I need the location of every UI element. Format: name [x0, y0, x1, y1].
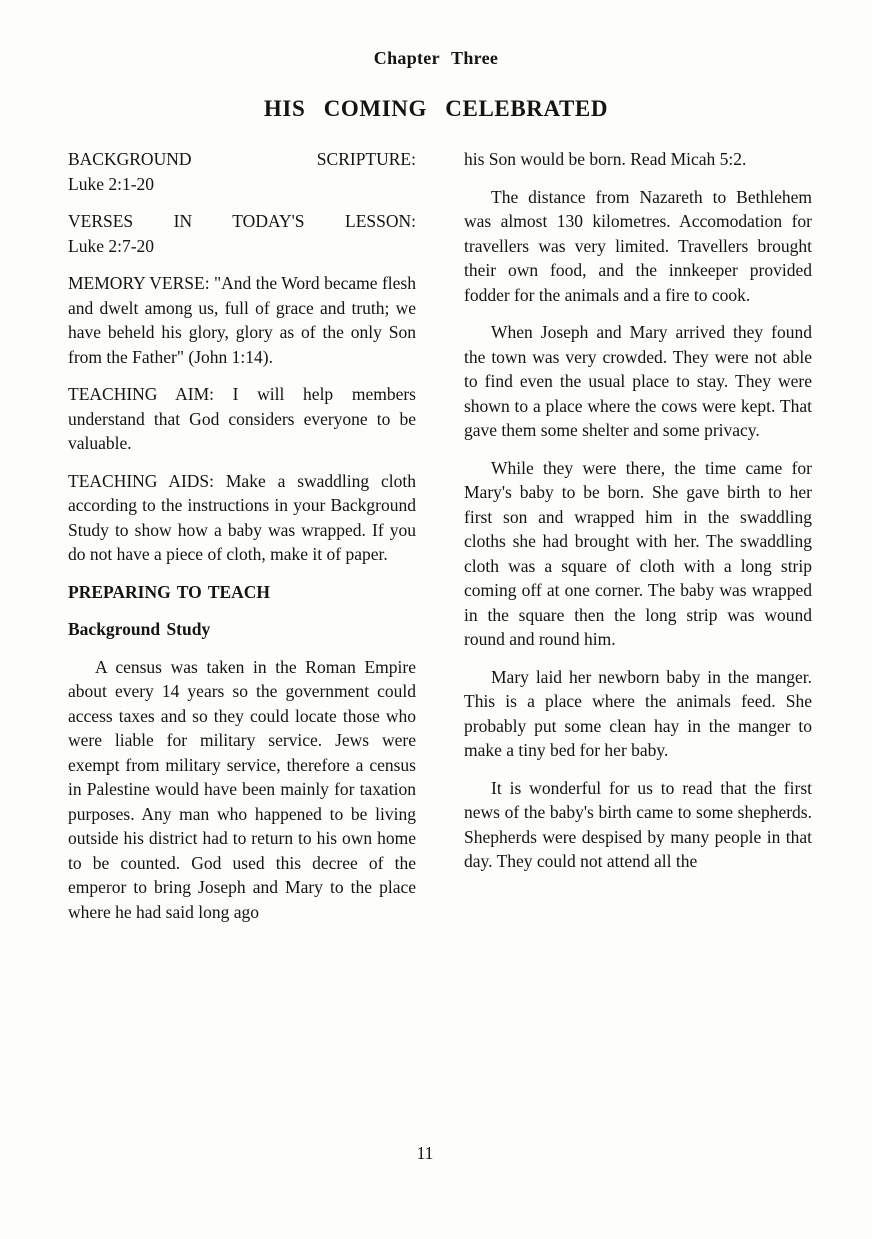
memory-verse-paragraph: MEMORY VERSE: "And the Word became flesh and dwelt among us, full of grace and truth; we have beheld his glory, glory as of the only Son from the Father" (John 1:14). — [68, 273, 416, 367]
left-column — [68, 147, 416, 937]
background-scripture-block — [68, 147, 416, 196]
manger-paragraph: Mary laid her newborn baby in the manger. This is a place where the animals feed. She probably put some clean hay in the manger to make a tiny bed for her baby. — [464, 666, 812, 760]
arrival-paragraph: When Joseph and Mary arrived they found the town was very crowded. They were not able to find even the usual place to stay. They were shown to a place where the cows were kept. That gave them some shelter and some privacy. — [464, 322, 812, 440]
verses-lesson-value: Luke 2:7-20 — [68, 235, 155, 256]
census-paragraph: A census was taken in the Roman Empire about every 14 years so the government could access taxes and so they could locate those who were liable for military service. Jews were exempt from military service, therefore a census in Palestine would have been mainly for taxation purposes. Any man who happened to be living outside his district had to return to his own home to be counted. God used this decree of the emperor to bring Joseph and Mary to the place where he had said long ago — [68, 656, 416, 922]
shepherds-paragraph: It is wonderful for us to read that the first news of the baby's birth came to some shepherds. Shepherds were despised by many people in that day. They could not attend all the — [464, 777, 812, 871]
chapter-label: Chapter Three — [373, 48, 499, 68]
page-number: 11 — [416, 1143, 434, 1163]
background-study-heading: Background Study — [68, 619, 211, 639]
background-scripture-value: Luke 2:1-20 — [68, 173, 155, 194]
background-scripture-label: BACKGROUND SCRIPTURE: — [68, 149, 416, 169]
verses-lesson-block — [68, 209, 416, 258]
page-title: HIS COMING CELEBRATED — [263, 96, 609, 121]
distance-paragraph: The distance from Nazareth to Bethlehem was almost 130 kilometres. Accomodation for travellers was very limited. Travellers brought their own food, and the innkeeper provided fodder for the animals and a fire to cook. — [464, 186, 812, 305]
two-column-body — [0, 122, 872, 937]
verses-lesson-label: VERSES IN TODAY'S LESSON: — [68, 211, 416, 231]
continuation-paragraph: his Son would be born. Read Micah 5:2. — [464, 149, 747, 169]
teaching-aids-paragraph: TEACHING AIDS: Make a swaddling cloth according to the instructions in your Background Study to show how a baby was wrapped. If you do not have a piece of cloth, make it of paper. — [68, 470, 416, 564]
right-column — [464, 147, 812, 937]
teaching-aim-paragraph: TEACHING AIM: I will help members understand that God considers everyone to be valuable. — [68, 384, 416, 453]
preparing-to-teach-heading: PREPARING TO TEACH — [68, 581, 271, 602]
birth-paragraph: While they were there, the time came for Mary's baby to be born. She gave birth to her first son and wrapped him in the swaddling cloths she had brought with her. The swaddling cloth was a square of cloth with a long strip coming off at one corner. The baby was wrapped in the square then the long strip was wound round and round him. — [464, 457, 812, 649]
